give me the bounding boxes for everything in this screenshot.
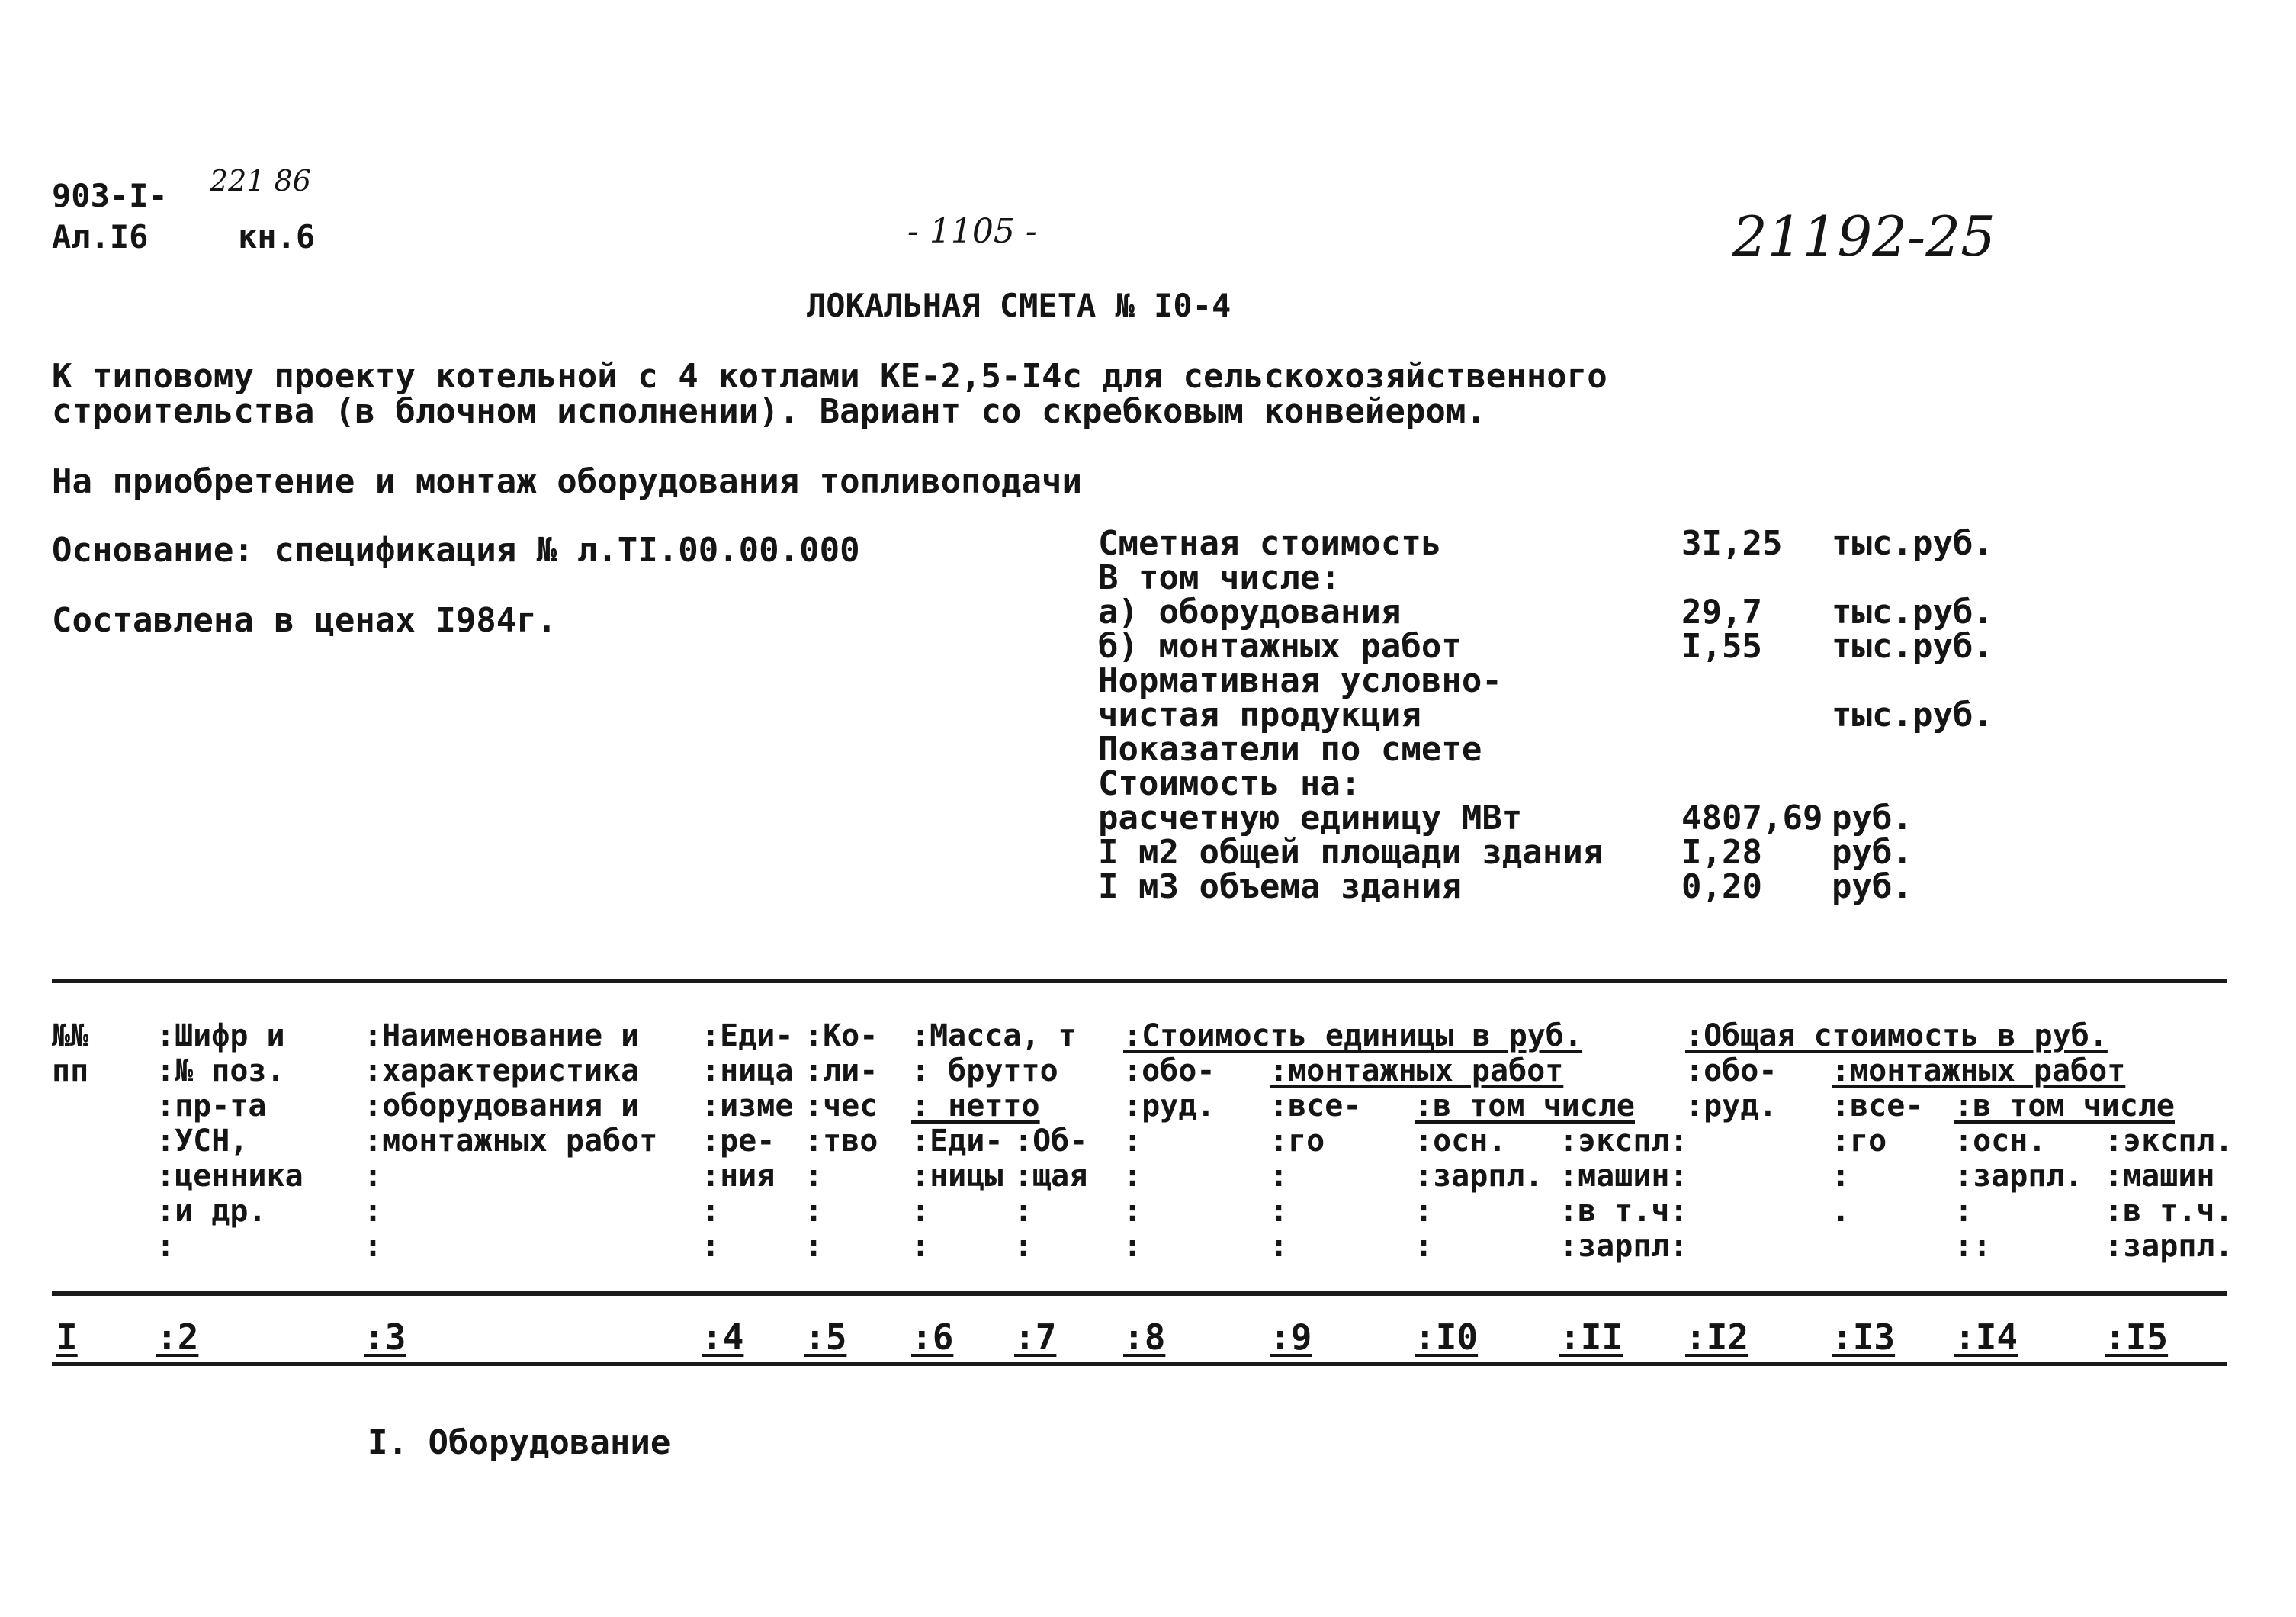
header-text: : (364, 1194, 383, 1229)
column-number-9: :9 (1270, 1316, 1312, 1358)
code-handwritten: 21192-25 (1732, 204, 1996, 268)
col-header-5 (804, 1018, 878, 1264)
doc-number-prefix: 903-I- (52, 177, 168, 214)
header-text: : (1832, 1159, 1851, 1194)
header-text: : (911, 1194, 930, 1229)
summary-value: 29,7 (1681, 593, 1762, 632)
header-text: :монтажных работ (364, 1124, 658, 1159)
header-text: :ния (702, 1159, 776, 1194)
summary-value (1681, 664, 1822, 698)
summary-unit (1832, 561, 1993, 595)
header-text: :осн. (1415, 1124, 1507, 1159)
summary-label: Нормативная условно- (1098, 661, 1502, 700)
header-text: . (1832, 1194, 1851, 1229)
header-text: : (364, 1159, 383, 1194)
col-header-6 (911, 1124, 1003, 1264)
header-text: :Масса, т (911, 1018, 1077, 1053)
header-text: :руд. (1685, 1088, 1777, 1124)
column-number-6: :6 (911, 1316, 954, 1358)
header-text: :чес (804, 1088, 878, 1124)
col-header-1 (52, 1018, 88, 1088)
total-incl-group-header: :в том числе (1954, 1088, 2175, 1124)
header-text: : (1415, 1229, 1434, 1264)
header-text: : (1123, 1124, 1142, 1159)
summary-label: расчетную единицу МВт (1098, 799, 1523, 837)
header-text: :все- (1270, 1088, 1362, 1124)
summary-unit (1832, 767, 1993, 801)
col-header-2 (156, 1018, 303, 1264)
basis-text: Основание: спецификация № л.ТI.00.00.000 (52, 531, 860, 570)
header-text: : (1270, 1194, 1289, 1229)
column-number-11: :II (1559, 1316, 1623, 1358)
header-text: : (804, 1159, 824, 1194)
header-text: :Еди- (911, 1124, 1003, 1159)
column-number-2: :2 (156, 1316, 199, 1358)
summary-unit: тыс.руб. (1832, 524, 1993, 563)
column-number-8: :8 (1123, 1316, 1166, 1358)
header-text: :пр-та (156, 1088, 267, 1124)
header-text: :№ поз. (156, 1053, 285, 1088)
header-text: : (1123, 1229, 1142, 1264)
summary-value: 0,20 (1681, 867, 1762, 906)
header-text: : (1014, 1194, 1033, 1229)
header-text: :машин (2105, 1159, 2215, 1194)
header-text: :Шифр и (156, 1018, 285, 1053)
col-header-14 (1954, 1124, 2083, 1264)
summary-label: Сметная стоимость (1098, 524, 1442, 563)
header-text: :экспл. (2105, 1124, 2233, 1159)
summary-unit: руб. (1832, 867, 1912, 906)
summary-value (1681, 732, 1822, 767)
header-text: :Об- (1014, 1124, 1088, 1159)
header-text: : (702, 1194, 721, 1229)
header-text: : (364, 1229, 383, 1264)
col-header-mass (911, 1018, 1077, 1124)
header-text: :Наименование и (364, 1018, 640, 1053)
header-text: :в т.ч. (2105, 1194, 2233, 1229)
summary-unit: руб. (1832, 799, 1912, 837)
header-text: :оборудования и (364, 1088, 640, 1124)
column-number-15: :I5 (2105, 1316, 2169, 1358)
header-text: : (702, 1229, 721, 1264)
header-text: :экспл: (1559, 1124, 1688, 1159)
header-text: : (156, 1229, 175, 1264)
header-text: :Ко- (804, 1018, 878, 1053)
summary-unit: тыс.руб. (1832, 593, 1993, 632)
summary-units (1832, 526, 1993, 904)
table-top-rule (52, 979, 2227, 983)
summary-label: В том числе: (1098, 558, 1341, 597)
column-number-10: :I0 (1415, 1316, 1479, 1358)
col-header-3 (364, 1018, 657, 1264)
header-text: :ре- (702, 1124, 776, 1159)
doc-number-handwritten: 221 86 (210, 164, 311, 198)
header-text: :го (1832, 1124, 1887, 1159)
col-header-13 (1832, 1088, 1923, 1229)
section-title: I. Оборудование (368, 1423, 671, 1462)
table-numbers-rule (52, 1362, 2227, 1366)
summary-unit: руб. (1832, 833, 1912, 872)
header-text: : брутто (911, 1053, 1058, 1088)
column-number-3: :3 (364, 1316, 406, 1358)
col-header-12 (1685, 1053, 1777, 1124)
header-text: №№ (52, 1018, 89, 1053)
unit-incl-group-header: :в том числе (1415, 1088, 1635, 1124)
summary-value: 3I,25 (1681, 524, 1783, 563)
column-number-4: :4 (702, 1316, 744, 1358)
page-number: - 1105 - (907, 212, 1037, 251)
col-header-10 (1415, 1124, 1543, 1264)
header-text: :ницы (911, 1159, 1003, 1194)
column-number-7: :7 (1014, 1316, 1057, 1358)
column-number-1: I (56, 1316, 78, 1358)
header-text: : (1123, 1159, 1142, 1194)
subtitle-line-2: строительства (в блочном исполнении). Вариант со скребковым конвейером. (52, 392, 1486, 431)
purpose-text: На приобретение и монтаж оборудования топливоподачи (52, 462, 1083, 501)
header-text: :обо- (1685, 1053, 1777, 1088)
summary-values (1681, 526, 1822, 904)
unit-mount-group-header: :монтажных работ (1270, 1053, 1564, 1088)
header-text: :и др. (156, 1194, 267, 1229)
summary-unit: тыс.руб. (1832, 696, 1993, 735)
header-text: :тво (804, 1124, 878, 1159)
header-text: :изме (702, 1088, 794, 1124)
header-text: :зарпл: (1559, 1229, 1688, 1264)
summary-label: I м2 общей площади здания (1098, 833, 1604, 872)
col-header-7 (1014, 1124, 1087, 1264)
header-text: : (1014, 1229, 1033, 1264)
summary-label: I м3 объема здания (1098, 867, 1462, 906)
header-text: :осн. (1954, 1124, 2047, 1159)
summary-unit (1832, 732, 1993, 767)
col-header-4 (702, 1018, 793, 1264)
header-text: :в т.ч: (1559, 1194, 1688, 1229)
summary-labels (1098, 526, 1603, 904)
summary-unit: тыс.руб. (1832, 627, 1993, 666)
prices-text: Составлена в ценах I984г. (52, 601, 557, 640)
summary-value: I,28 (1681, 833, 1762, 872)
summary-label: чистая продукция (1098, 696, 1421, 735)
header-text: :ли- (804, 1053, 878, 1088)
header-text: : (1954, 1194, 1973, 1229)
header-text: :руд. (1123, 1088, 1215, 1124)
header-text: :зарпл. (1415, 1159, 1543, 1194)
col-header-11 (1559, 1124, 1688, 1264)
column-number-12: :I2 (1685, 1316, 1749, 1358)
col-header-15 (2105, 1124, 2233, 1264)
header-text: :ценника (156, 1159, 303, 1194)
header-text: : (1415, 1194, 1434, 1229)
header-text: :обо- (1123, 1053, 1215, 1088)
summary-label: а) оборудования (1098, 593, 1402, 632)
summary-value: 4807,69 (1681, 799, 1823, 837)
col-header-8 (1123, 1053, 1215, 1264)
header-text: : (1270, 1159, 1289, 1194)
header-text: :все- (1832, 1088, 1924, 1124)
summary-label: б) монтажных работ (1098, 627, 1462, 666)
header-text: : (911, 1229, 930, 1264)
header-text: : нетто (911, 1088, 1040, 1124)
header-text: :: (1954, 1229, 1992, 1264)
header-text: :зарпл. (1954, 1159, 2083, 1194)
summary-value (1681, 698, 1822, 732)
header-text: :щая (1014, 1159, 1088, 1194)
book-label: кн.6 (238, 218, 316, 256)
header-text: :ница (702, 1053, 794, 1088)
summary-label: Показатели по смете (1098, 730, 1482, 769)
header-text: :зарпл. (2105, 1229, 2233, 1264)
summary-label: Стоимость на: (1098, 764, 1361, 803)
header-text: :характеристика (364, 1053, 640, 1088)
header-text: :машин: (1559, 1159, 1688, 1194)
summary-value (1681, 767, 1822, 801)
summary-unit (1832, 664, 1993, 698)
album-label: Ал.I6 (52, 218, 149, 256)
header-text: : (1123, 1194, 1142, 1229)
header-text: : (1270, 1229, 1289, 1264)
header-text: :УСН, (156, 1124, 249, 1159)
summary-value: I,55 (1681, 627, 1762, 666)
table-header-bottom-rule (52, 1291, 2227, 1296)
col-header-9 (1270, 1088, 1361, 1264)
column-number-5: :5 (804, 1316, 847, 1358)
header-text: : (804, 1229, 824, 1264)
header-text: :го (1270, 1124, 1325, 1159)
subtitle-line-1: К типовому проекту котельной с 4 котлами КЕ-2,5-I4с для сельскохозяйственного (52, 357, 1607, 396)
summary-value (1681, 561, 1822, 595)
header-text: пп (52, 1053, 89, 1088)
column-number-14: :I4 (1954, 1316, 2018, 1358)
page-title: ЛОКАЛЬНАЯ СМЕТА № I0-4 (807, 287, 1231, 324)
column-number-13: :I3 (1832, 1316, 1896, 1358)
total-mount-group-header: :монтажных работ (1832, 1053, 2126, 1088)
header-text: : (804, 1194, 824, 1229)
total-cost-group-header: :Общая стоимость в руб. (1685, 1018, 2108, 1053)
header-text: :Еди- (702, 1018, 794, 1053)
unit-cost-group-header: :Стоимость единицы в руб. (1123, 1018, 1583, 1053)
